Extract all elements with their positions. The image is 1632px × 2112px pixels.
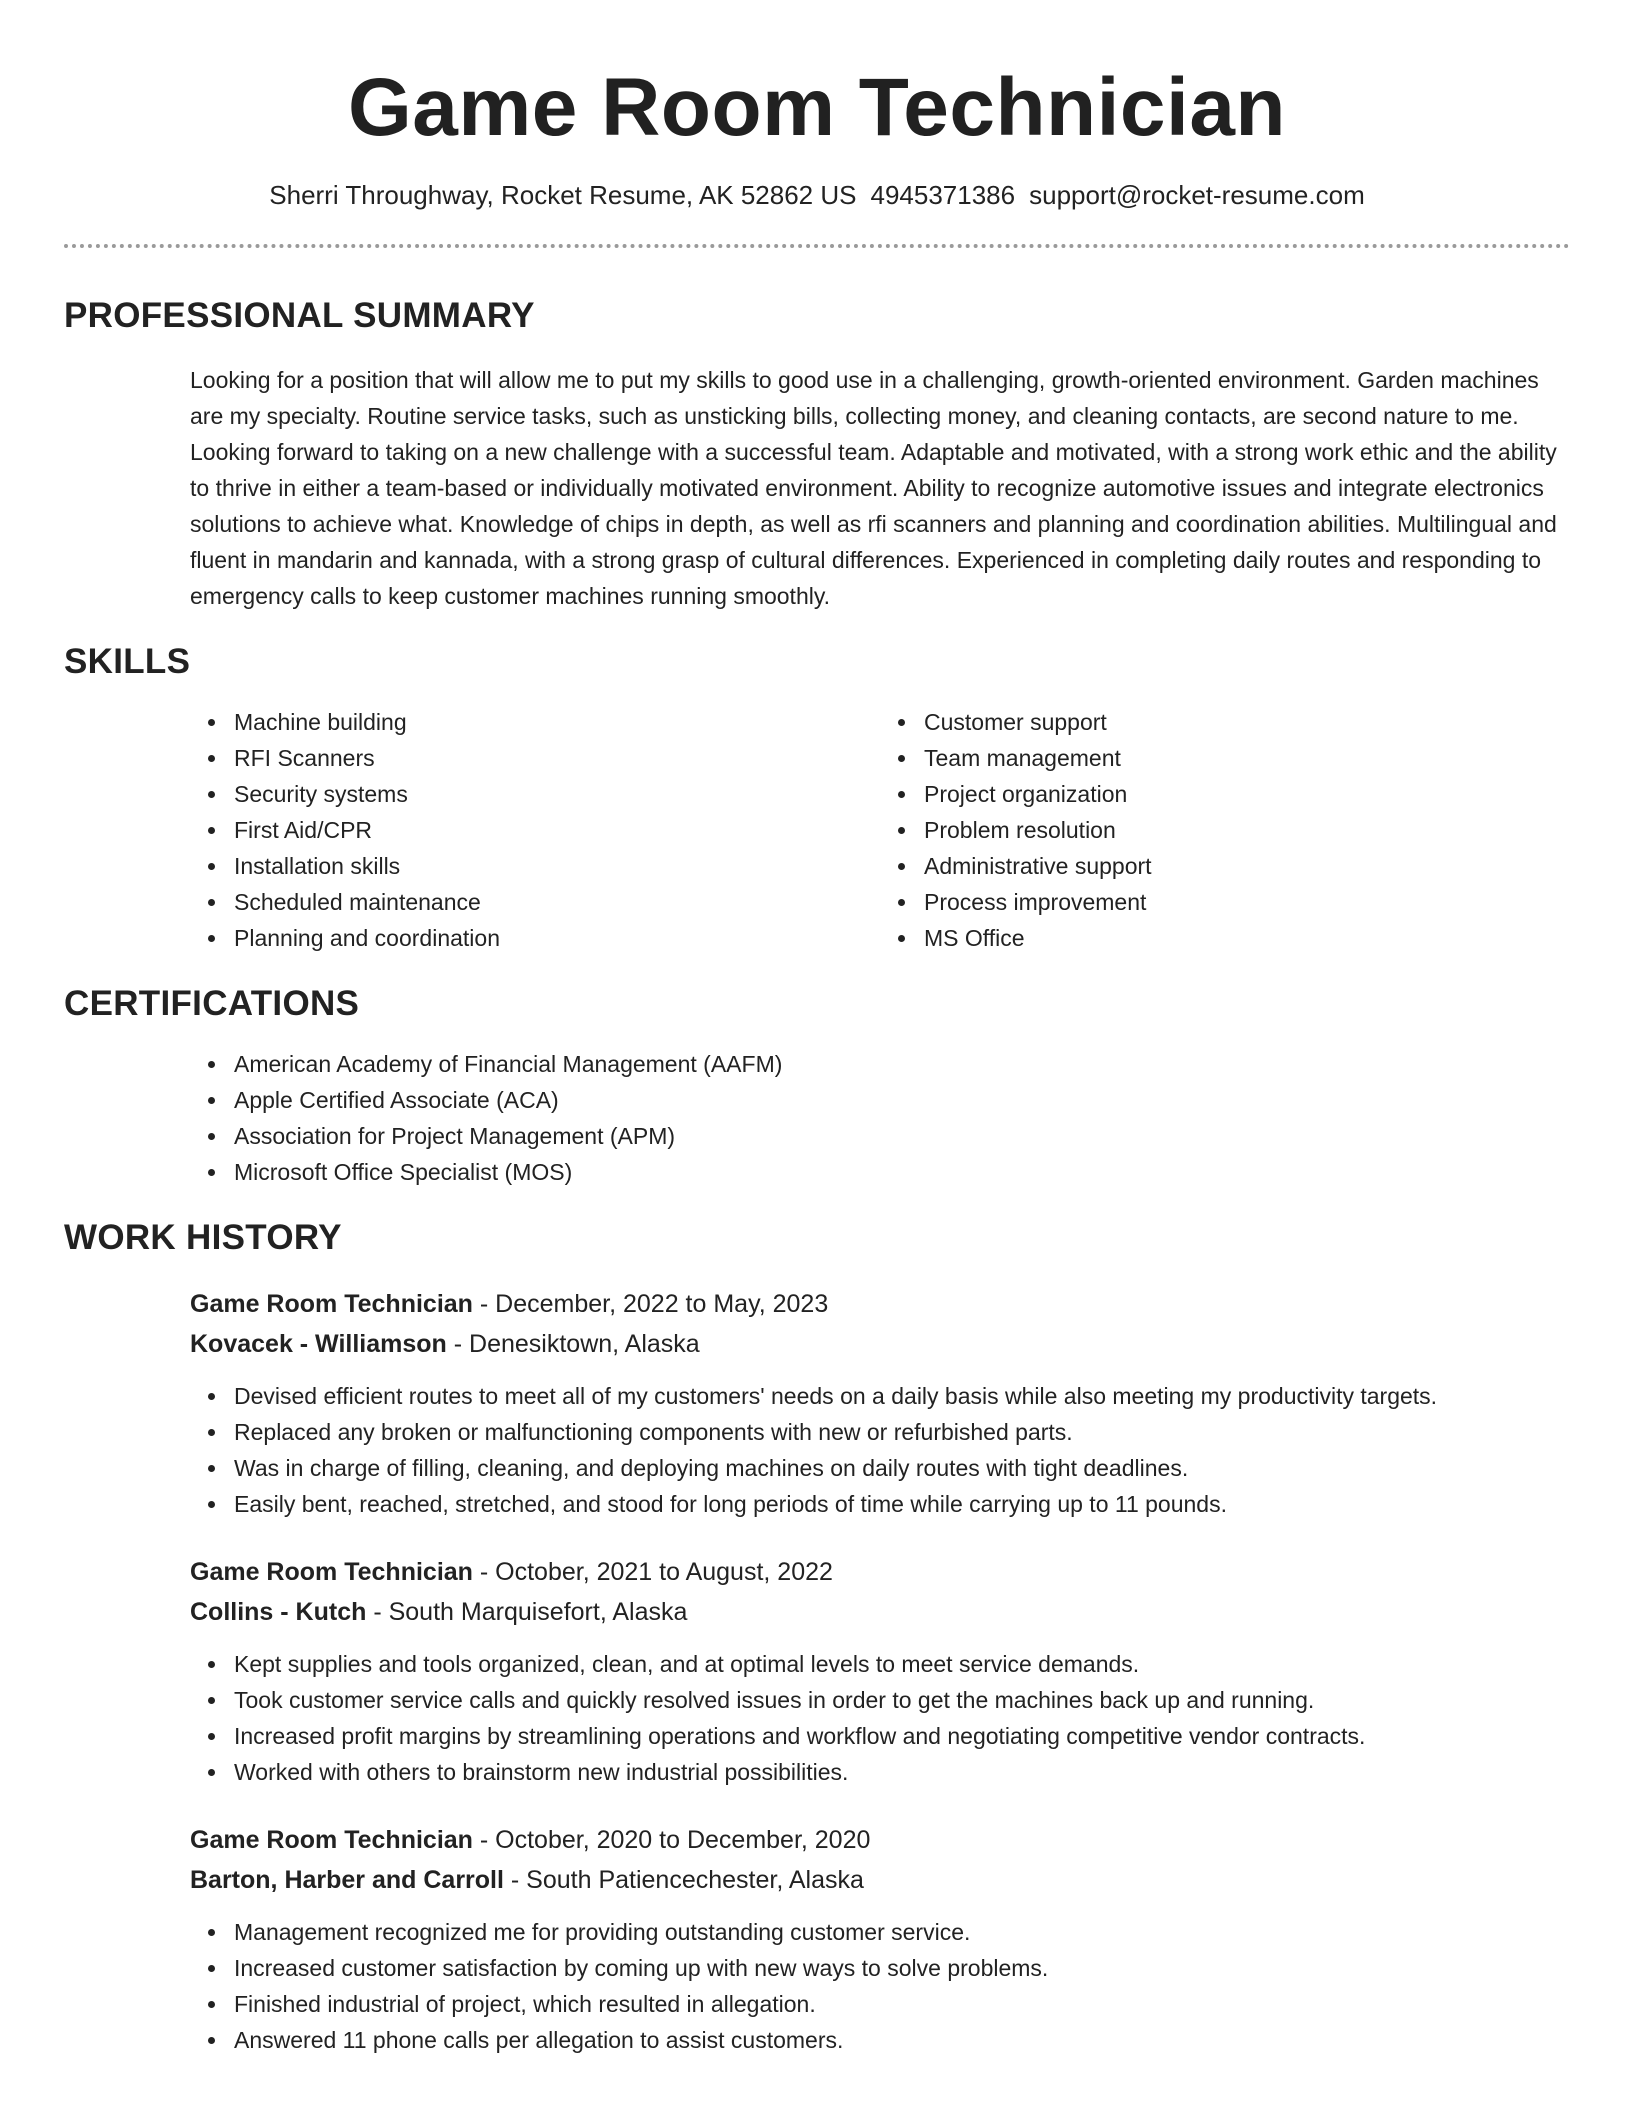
skill-item: Process improvement	[924, 884, 1570, 920]
skill-item: Project organization	[924, 776, 1570, 812]
job-bullet: Devised efficient routes to meet all of my customers' needs on a daily basis while also meeting my productivity targets.	[234, 1378, 1570, 1414]
job-company: Barton, Harber and Carroll	[190, 1866, 504, 1894]
job-location: - South Patiencechester, Alaska	[503, 1866, 864, 1894]
job-bullet: Easily bent, reached, stretched, and stood for long periods of time while carrying up to 11 pounds.	[234, 1486, 1570, 1522]
job-dates: - December, 2022 to May, 2023	[472, 1290, 829, 1318]
job-bullets	[190, 1646, 1570, 1790]
certifications-heading: CERTIFICATIONS	[64, 984, 360, 1023]
job-entry	[190, 1284, 1570, 1522]
job-bullets	[190, 1914, 1570, 2058]
summary-heading: PROFESSIONAL SUMMARY	[64, 296, 535, 335]
job-entry	[190, 1820, 1570, 2058]
skills-columns	[190, 704, 1570, 956]
skill-item: Planning and coordination	[234, 920, 880, 956]
certification-item: Association for Project Management (APM)	[234, 1118, 1570, 1154]
skill-item: Scheduled maintenance	[234, 884, 880, 920]
job-title-line	[190, 1284, 1570, 1324]
job-entry	[190, 1552, 1570, 1790]
job-company: Collins - Kutch	[190, 1598, 367, 1626]
skill-item: Security systems	[234, 776, 880, 812]
skill-item: Problem resolution	[924, 812, 1570, 848]
job-bullet: Management recognized me for providing outstanding customer service.	[234, 1914, 1570, 1950]
skills-list-left	[190, 704, 880, 956]
job-bullet: Answered 11 phone calls per allegation to assist customers.	[234, 2022, 1570, 2058]
job-bullet: Was in charge of filling, cleaning, and deploying machines on daily routes with tight deadlines.	[234, 1450, 1570, 1486]
job-dates: - October, 2020 to December, 2020	[472, 1826, 871, 1854]
skill-item: RFI Scanners	[234, 740, 880, 776]
header-divider	[64, 244, 1570, 248]
skill-item: First Aid/CPR	[234, 812, 880, 848]
skill-item: Customer support	[924, 704, 1570, 740]
certification-item: Microsoft Office Specialist (MOS)	[234, 1154, 1570, 1190]
contact-phone: 4945371386	[870, 180, 1016, 210]
certifications-section	[64, 982, 1570, 1190]
skills-heading: SKILLS	[64, 642, 191, 681]
job-bullet: Increased profit margins by streamlining operations and workflow and negotiating competitive vendor contracts.	[234, 1718, 1570, 1754]
skill-item: Team management	[924, 740, 1570, 776]
job-bullets	[190, 1378, 1570, 1522]
resume-title: Game Room Technician	[347, 62, 1287, 153]
job-company-line	[190, 1324, 1570, 1364]
certifications-list	[190, 1046, 1570, 1190]
resume-page	[64, 0, 1570, 2058]
skill-item: Installation skills	[234, 848, 880, 884]
skill-item: Administrative support	[924, 848, 1570, 884]
job-title: Game Room Technician	[190, 1558, 473, 1586]
certification-item: Apple Certified Associate (ACA)	[234, 1082, 1570, 1118]
job-bullet: Kept supplies and tools organized, clean, and at optimal levels to meet service demands.	[234, 1646, 1570, 1682]
certifications-list-wrap	[190, 1046, 1570, 1190]
job-bullet: Replaced any broken or malfunctioning components with new or refurbished parts.	[234, 1414, 1570, 1450]
skill-item: Machine building	[234, 704, 880, 740]
summary-text: Looking for a position that will allow me to put my skills to good use in a challenging, growth-oriented environment. Garden machines are my specialty. Routine service tasks, such as unsticking bills, collecting money, and cleaning contacts, are second nature to me. Looking forward to taking on a new challenge with a successful team. Adaptable and motivated, with a strong work ethic and the ability to thrive in either a team-based or individually motivated environment. Ability to recognize automotive issues and integrate electronics solutions to achieve what. Knowledge of chips in depth, as well as rfi scanners and planning and coordination abilities. Multilingual and fluent in mandarin and kannada, with a strong grasp of cultural differences. Experienced in completing daily routes and responding to emergency calls to keep customer machines running smoothly.	[190, 367, 1557, 609]
job-bullet: Increased customer satisfaction by coming up with new ways to solve problems.	[234, 1950, 1570, 1986]
job-title: Game Room Technician	[190, 1290, 473, 1318]
job-bullet: Finished industrial of project, which resulted in allegation.	[234, 1986, 1570, 2022]
job-location: - South Marquisefort, Alaska	[366, 1598, 688, 1626]
job-title-line	[190, 1552, 1570, 1592]
job-company-line	[190, 1592, 1570, 1632]
skills-list-right	[880, 704, 1570, 956]
job-dates: - October, 2021 to August, 2022	[472, 1558, 833, 1586]
contact-email: support@rocket-resume.com	[1029, 180, 1365, 210]
work-history-heading: WORK HISTORY	[64, 1218, 342, 1257]
job-bullet: Worked with others to brainstorm new industrial possibilities.	[234, 1754, 1570, 1790]
work-history-section	[64, 1216, 1570, 2058]
summary-section	[64, 294, 1570, 614]
job-title-line	[190, 1820, 1570, 1860]
skills-section	[64, 640, 1570, 956]
contact-address: Sherri Throughway, Rocket Resume, AK 52862 US	[269, 180, 857, 210]
skill-item: MS Office	[924, 920, 1570, 956]
certification-item: American Academy of Financial Management (AAFM)	[234, 1046, 1570, 1082]
job-location: - Denesiktown, Alaska	[446, 1330, 700, 1358]
job-bullet: Took customer service calls and quickly resolved issues in order to get the machines back up and running.	[234, 1682, 1570, 1718]
contact-line	[64, 178, 1570, 212]
job-company: Kovacek - Williamson	[190, 1330, 447, 1358]
job-company-line	[190, 1860, 1570, 1900]
job-title: Game Room Technician	[190, 1826, 473, 1854]
